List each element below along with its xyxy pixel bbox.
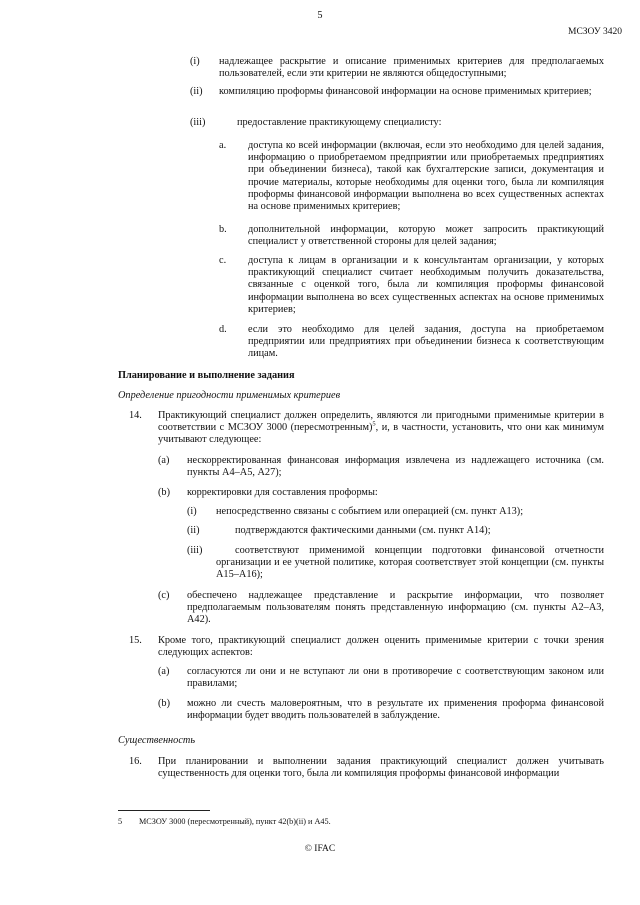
footer-copyright: © IFAC (304, 844, 336, 854)
para-14-label-b-ii: (ii) (187, 525, 200, 536)
list-label-i: (i) (190, 56, 200, 67)
sub-label-a: a. (219, 140, 227, 151)
sub-item-a: доступа ко всей информации (включая, если это необходимо для целей задания, информацию о приобретаемом предприятии или приобретаемых предприятиях при объединении бизнеса), такой как бухгалтерские записи, документация и прочие материалы, которые необходимы для оценки того, была ли компиляция проформы финансовой информации выполнена во всех существенных аспектах на основе применимых критериев; (248, 140, 604, 213)
footnote-number: 5 (118, 817, 123, 826)
sub-label-c: c. (219, 255, 227, 266)
para-14-item-a: нескорректированная финансовая информация извлечена из надлежащего источника (см. пункты А4–А5, А27); (187, 455, 604, 479)
para-14-item-b-iii: соответствуют применимой концепции подготовки финансовой отчетности организации и ее учетной политике, которая соответствует этой концепции (см. пункты А15–А16); (216, 545, 604, 581)
para-16-text: При планировании и выполнении задания практикующий специалист должен учитывать существенность для оценки того, была ли компиляция проформы финансовой информации (158, 756, 604, 780)
list-item-ii: компиляцию проформы финансовой информации на основе применимых критериев; (219, 86, 592, 97)
para-14-number: 14. (129, 410, 142, 421)
para-15-number: 15. (129, 635, 142, 646)
para-15-label-b: (b) (158, 698, 171, 709)
subheading-criteria: Определение пригодности применимых критериев (118, 390, 341, 401)
para-15-text: Кроме того, практикующий специалист должен оценить применимые критерии с точки зрения следующих аспектов: (158, 635, 604, 659)
para-14-label-b-i: (i) (187, 506, 197, 517)
list-label-ii: (ii) (190, 86, 203, 97)
footnote-ref: 5 (372, 420, 376, 428)
para-14-item-c: обеспечено надлежащее представление и раскрытие информации, что позволяет предполагаемым пользователям понять представленную информацию (см. пункты А2–А3, А42). (187, 590, 604, 626)
page-number: 5 (317, 10, 323, 21)
para-14-label-a: (a) (158, 455, 170, 466)
sub-label-d: d. (219, 324, 227, 335)
para-14-item-b: корректировки для составления проформы: (187, 487, 378, 498)
footnote-divider (118, 810, 210, 811)
para-15-item-b: можно ли счесть маловероятным, что в результате их применения проформа финансовой информации будет вводить пользователей в заблуждение. (187, 698, 604, 722)
para-16-number: 16. (129, 756, 142, 767)
subheading-materiality: Существенность (118, 735, 196, 746)
para-14-label-b: (b) (158, 487, 171, 498)
para-14-label-c: (c) (158, 590, 170, 601)
para-14-item-b-ii: подтверждаются фактическими данными (см. пункт А14); (235, 525, 491, 536)
section-heading: Планирование и выполнение задания (118, 370, 295, 381)
sub-item-c: доступа к лицам в организации и к консультантам организации, у которых практикующий специалист считает необходимым получить доказательства, связанные с оценкой того, была ли компиляция проформы финансовой информации выполнена во всех существенных аспектах на основе применимых критериев; (248, 255, 604, 315)
para-14-item-b-i: непосредственно связаны с событием или операцией (см. пункт А13); (216, 506, 524, 517)
sub-item-b: дополнительной информации, которую может запросить практикующий специалист у ответственной стороны для целей задания; (248, 224, 604, 248)
footnote-text: МСЗОУ 3000 (пересмотренный), пункт 42(b)(ii) и А45. (139, 817, 331, 826)
list-item-iii: предоставление практикующему специалисту: (237, 117, 442, 128)
para-15-item-a: согласуются ли они и не вступают ли они в противоречие с соответствующим законом или правилами; (187, 666, 604, 690)
sub-label-b: b. (219, 224, 227, 235)
para-15-label-a: (a) (158, 666, 170, 677)
document-code: МСЗОУ 3420 (568, 27, 622, 37)
sub-item-d: если это необходимо для целей задания, доступа на приобретаемом предприятии или предприятиях при объединении бизнеса к соответствующим лицам. (248, 324, 604, 360)
list-item-i: надлежащее раскрытие и описание применимых критериев для предполагаемых пользователей, если эти критерии не являются общедоступными; (219, 56, 604, 80)
list-label-iii: (iii) (190, 117, 206, 128)
para-14-text: Практикующий специалист должен определить, являются ли пригодными применимые критерии в соответствии с МСЗОУ 3000 (пересмотренным)$^5$, и, в частности, установить, что они как минимум учитывают следующее: (158, 410, 604, 446)
para-14-label-b-iii: (iii) (187, 545, 203, 556)
